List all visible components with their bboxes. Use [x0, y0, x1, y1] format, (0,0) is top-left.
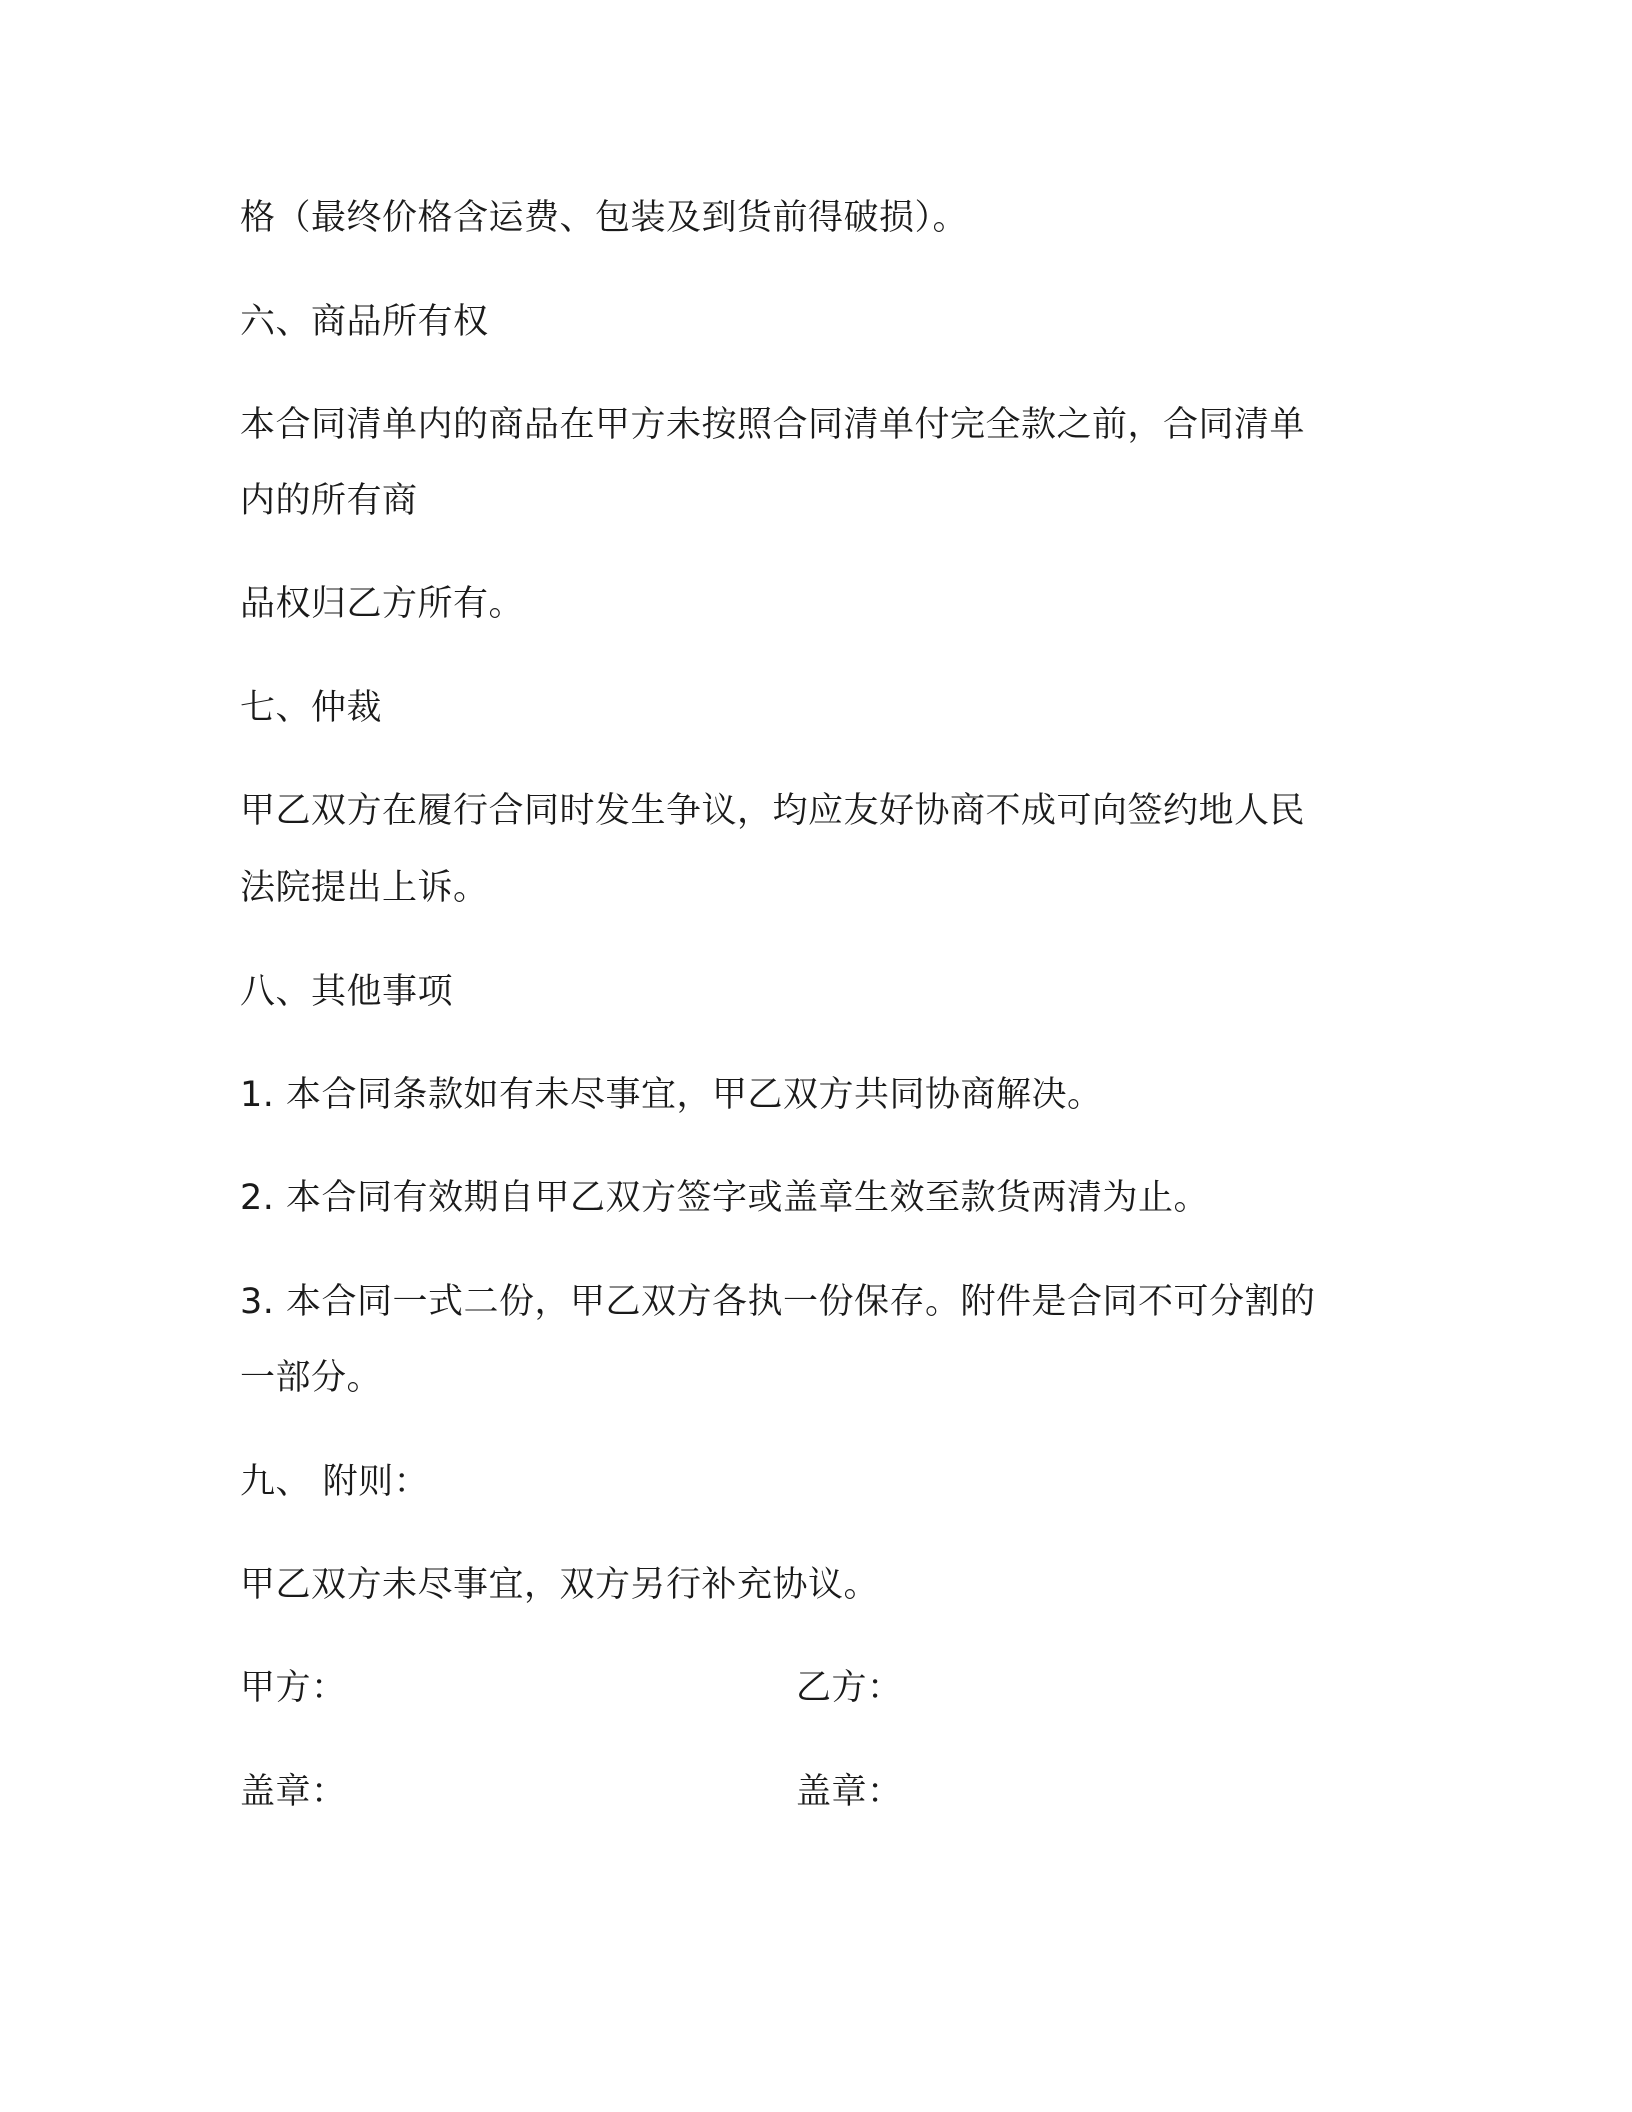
- section-8-heading: 八、其他事项: [240, 972, 454, 1012]
- section-8-item-3-line-2: 一部分。: [240, 1358, 383, 1398]
- section-6-body-line-1: 本合同清单内的商品在甲方未按照合同清单付完全款之前，合同清单: [240, 405, 1306, 445]
- section-7-body-line-2: 法院提出上诉。: [240, 868, 489, 908]
- section-6-body-line-2: 内的所有商: [240, 481, 418, 521]
- section-8-item-2: 2. 本合同有效期自甲乙双方签字或盖章生效至款货两清为止。: [240, 1178, 1210, 1218]
- section-9-heading: 九、 附则：: [240, 1462, 430, 1502]
- section-6-heading: 六、商品所有权: [240, 302, 489, 342]
- party-b-label: 乙方：: [796, 1668, 903, 1708]
- party-a-label: 甲方：: [240, 1668, 347, 1708]
- seal-a-label: 盖章：: [240, 1772, 347, 1812]
- section-8-item-3-line-1: 3. 本合同一式二份，甲乙双方各执一份保存。附件是合同不可分割的: [240, 1282, 1316, 1322]
- section-7-body-line-1: 甲乙双方在履行合同时发生争议，均应友好协商不成可向签约地人民: [240, 791, 1306, 831]
- section-6-body-line-3: 品权归乙方所有。: [240, 584, 525, 624]
- section-9-body: 甲乙双方未尽事宜，双方另行补充协议。: [240, 1565, 880, 1605]
- seal-b-label: 盖章：: [796, 1772, 903, 1812]
- section-8-item-1: 1. 本合同条款如有未尽事宜，甲乙双方共同协商解决。: [240, 1075, 1103, 1115]
- price-clause-continuation: 格（最终价格含运费、包装及到货前得破损）。: [240, 198, 969, 238]
- section-7-heading: 七、仲裁: [240, 688, 383, 728]
